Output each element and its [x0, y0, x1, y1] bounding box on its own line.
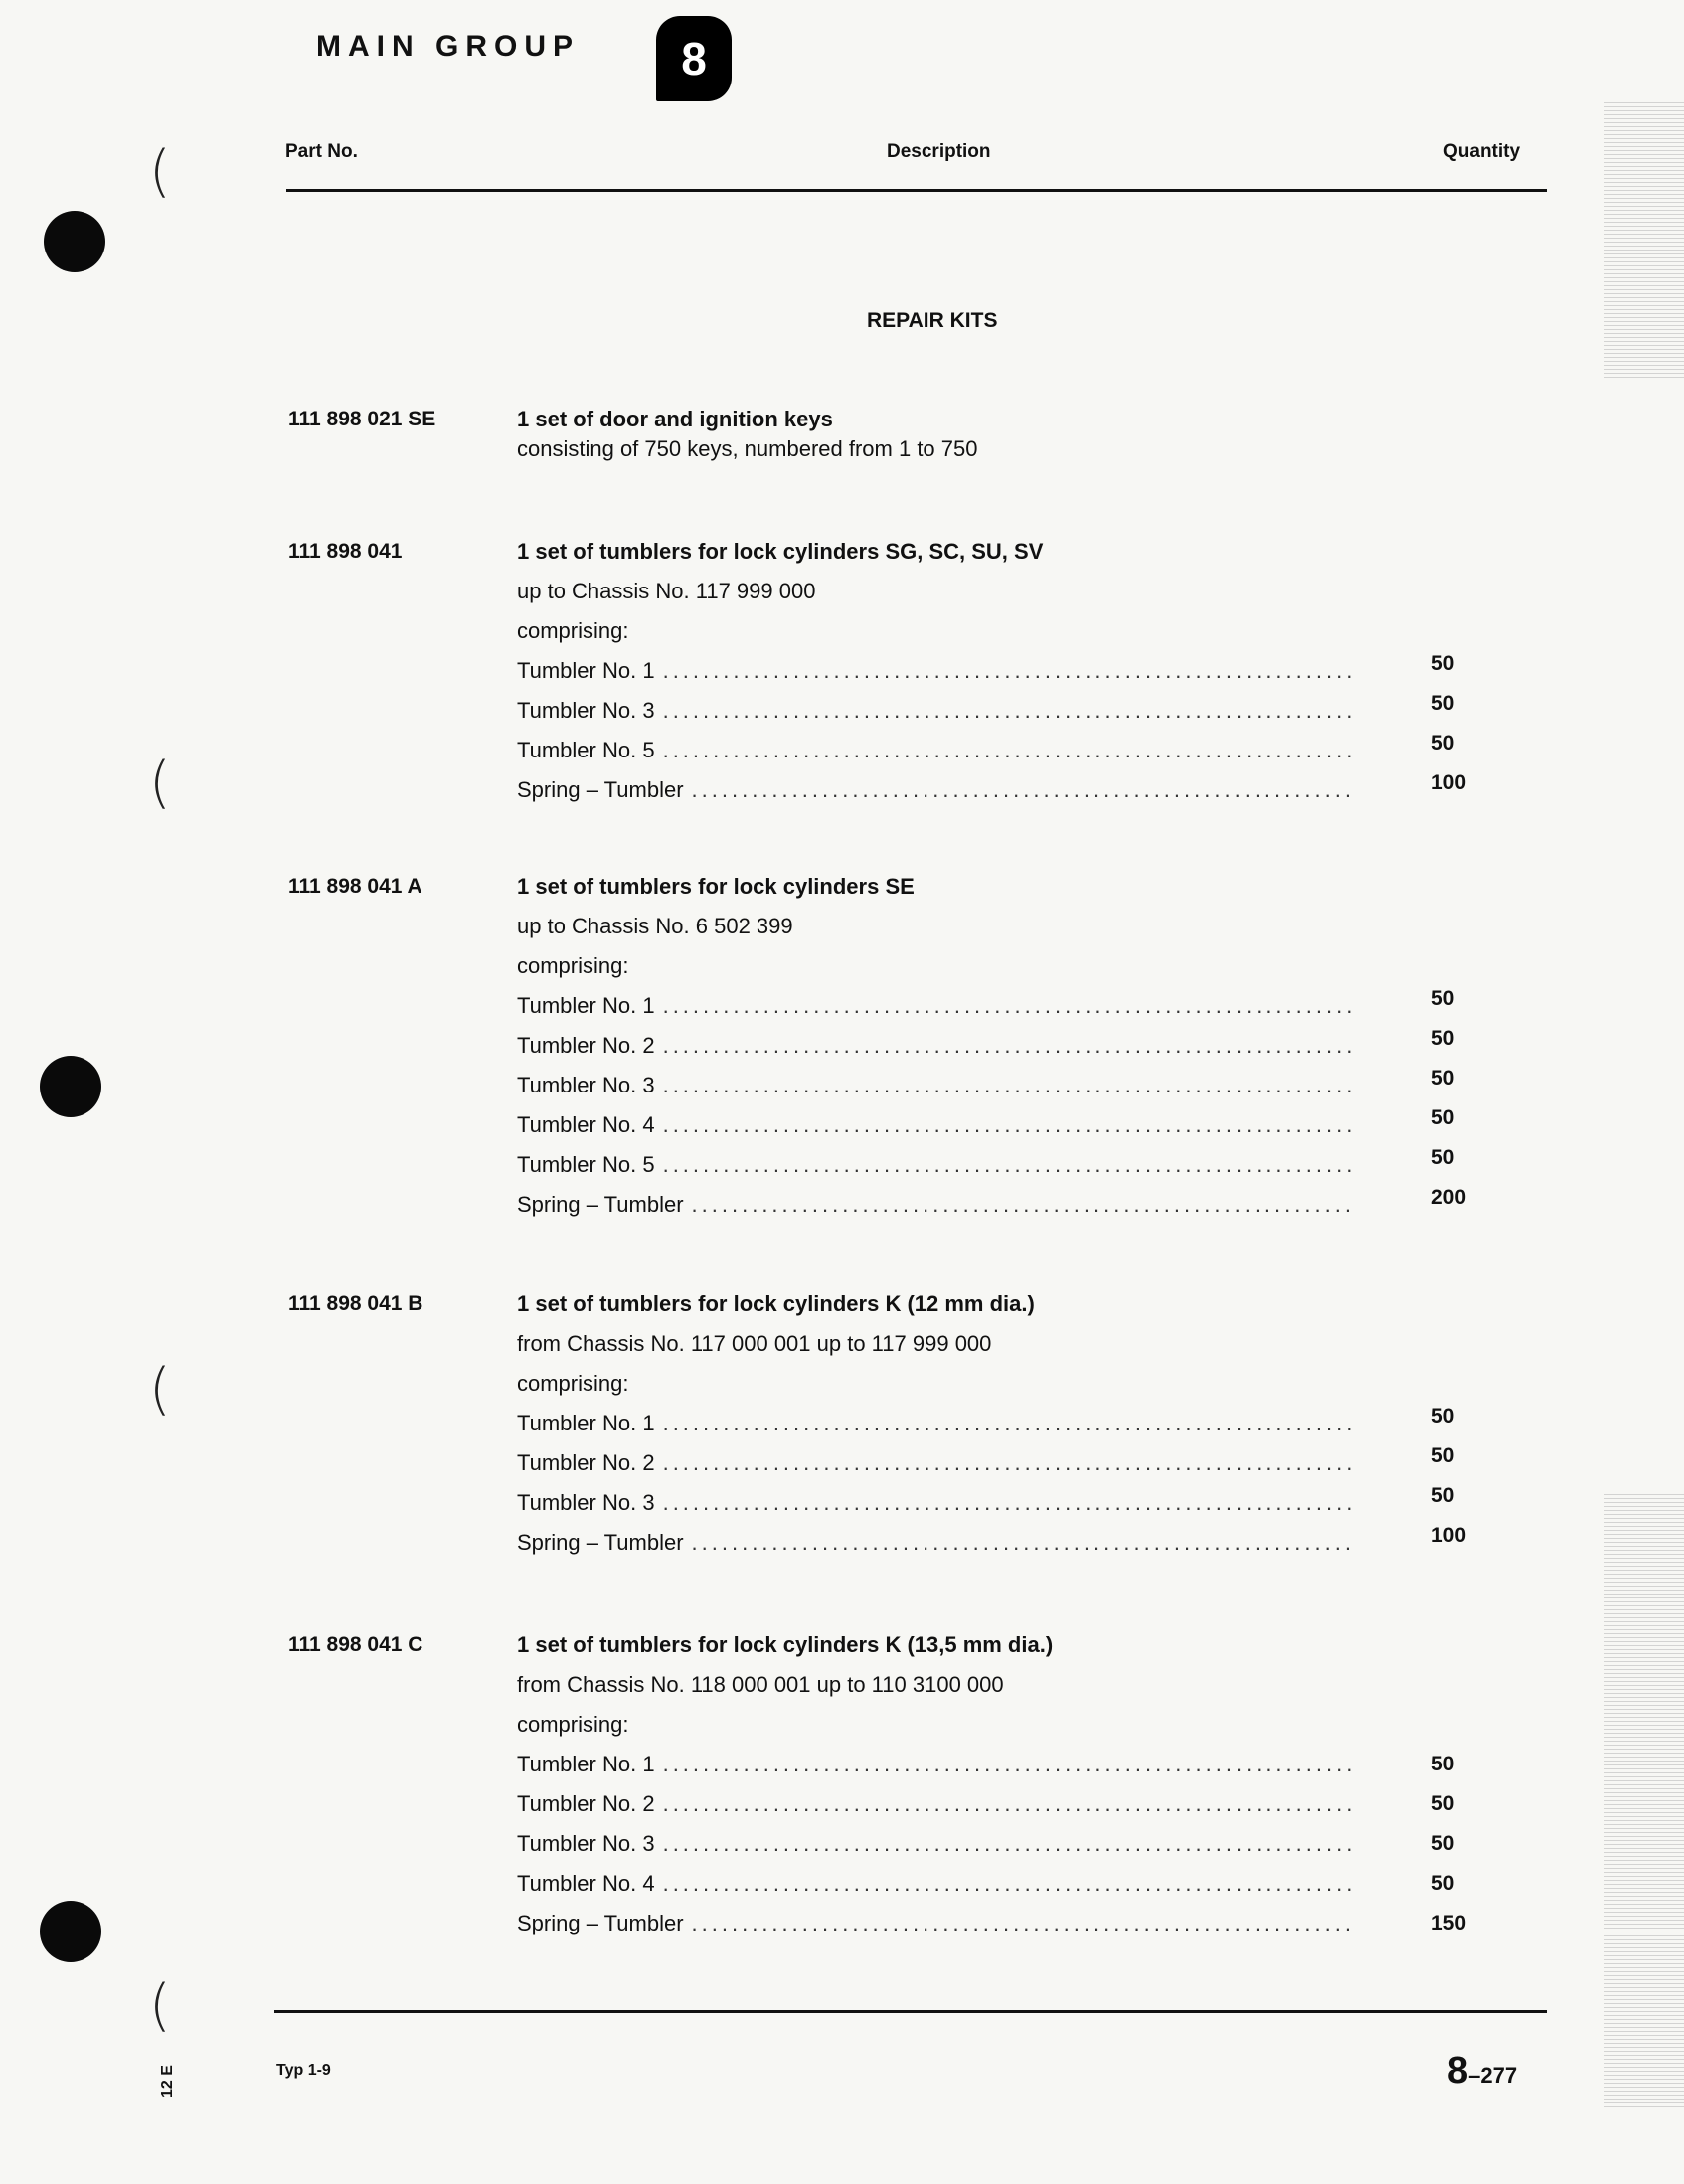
item-quantity: 50 — [1431, 1792, 1455, 1815]
item-quantity: 50 — [1431, 652, 1455, 675]
kit-item — [517, 1145, 1352, 1185]
header-rule — [286, 189, 1547, 192]
item-label: Tumbler No. 2 — [517, 1450, 655, 1475]
dot-leader — [663, 1443, 1352, 1483]
kit-item — [517, 1523, 1352, 1563]
item-label: Tumbler No. 4 — [517, 1112, 655, 1137]
part-number: 111 898 041 C — [288, 1633, 423, 1656]
kit-item — [517, 1404, 1352, 1443]
scan-noise — [1604, 1491, 1684, 2107]
item-label: Tumbler No. 5 — [517, 1152, 655, 1177]
kit-description — [517, 1625, 1352, 1943]
kit-subtitle: from Chassis No. 117 000 001 up to 117 999 000 — [517, 1331, 992, 1356]
binder-hole — [40, 1901, 101, 1962]
kit-item — [517, 1745, 1352, 1784]
kit-item — [517, 1026, 1352, 1066]
kit-comprising: comprising: — [517, 953, 629, 978]
item-quantity: 50 — [1431, 1832, 1455, 1855]
kit-comprising: comprising: — [517, 618, 629, 643]
item-label: Tumbler No. 3 — [517, 1831, 655, 1856]
kit-item — [517, 691, 1352, 731]
item-label: Spring – Tumbler — [517, 1530, 684, 1555]
dot-leader — [663, 986, 1352, 1026]
item-quantity: 100 — [1431, 1524, 1467, 1547]
dot-leader — [663, 1066, 1352, 1105]
item-label: Spring – Tumbler — [517, 1192, 684, 1217]
item-label: Tumbler No. 1 — [517, 658, 655, 683]
dot-leader — [663, 1745, 1352, 1784]
page-number-main: 8 — [1447, 2050, 1469, 2092]
column-header-description: Description — [887, 141, 991, 162]
kit-item — [517, 1443, 1352, 1483]
item-label: Tumbler No. 1 — [517, 1411, 655, 1435]
dot-leader — [663, 691, 1352, 731]
kit-item — [517, 731, 1352, 770]
dot-leader — [692, 1523, 1352, 1563]
kit-item — [517, 1066, 1352, 1105]
item-quantity: 50 — [1431, 1027, 1455, 1050]
kit-title: 1 set of tumblers for lock cylinders K (12 mm dia.) — [517, 1291, 1035, 1316]
kit-title: 1 set of door and ignition keys — [517, 407, 833, 431]
kit-item — [517, 1185, 1352, 1225]
kit-item — [517, 1864, 1352, 1904]
item-quantity: 50 — [1431, 692, 1455, 715]
kit-subtitle: up to Chassis No. 117 999 000 — [517, 579, 816, 603]
section-title: REPAIR KITS — [867, 309, 998, 332]
kit-item — [517, 770, 1352, 810]
kit-item — [517, 1483, 1352, 1523]
part-number: 111 898 021 SE — [288, 408, 436, 430]
part-number: 111 898 041 — [288, 540, 403, 563]
dot-leader — [663, 1483, 1352, 1523]
item-quantity: 50 — [1431, 1405, 1455, 1428]
item-label: Spring – Tumbler — [517, 1911, 684, 1935]
kit-item — [517, 1105, 1352, 1145]
kit-comprising: comprising: — [517, 1371, 629, 1396]
dot-leader — [692, 770, 1352, 810]
dot-leader — [663, 1784, 1352, 1824]
item-label: Tumbler No. 1 — [517, 1752, 655, 1776]
page-number-sub: –277 — [1468, 2063, 1518, 2088]
kit-item — [517, 651, 1352, 691]
footer-rule — [274, 2010, 1547, 2013]
kit-item — [517, 1784, 1352, 1824]
dot-leader — [663, 1105, 1352, 1145]
dot-leader — [663, 1145, 1352, 1185]
item-quantity: 50 — [1431, 1484, 1455, 1507]
item-label: Tumbler No. 3 — [517, 1073, 655, 1097]
item-quantity: 50 — [1431, 1753, 1455, 1775]
dot-leader — [663, 1864, 1352, 1904]
kit-title: 1 set of tumblers for lock cylinders SE — [517, 874, 915, 899]
item-label: Tumbler No. 3 — [517, 1490, 655, 1515]
dot-leader — [663, 731, 1352, 770]
column-header-part-no: Part No. — [285, 141, 358, 162]
dot-leader — [663, 1824, 1352, 1864]
item-label: Tumbler No. 3 — [517, 698, 655, 723]
item-quantity: 50 — [1431, 1444, 1455, 1467]
kit-description — [517, 1284, 1352, 1563]
column-header-quantity: Quantity — [1443, 141, 1521, 162]
kit-title: 1 set of tumblers for lock cylinders SG, SC, SU, SV — [517, 539, 1044, 564]
item-label: Spring – Tumbler — [517, 777, 684, 802]
margin-bracket-mark: ( — [149, 139, 171, 204]
item-quantity: 150 — [1431, 1912, 1467, 1934]
group-number-badge: 8 — [656, 16, 732, 101]
item-quantity: 50 — [1431, 1106, 1455, 1129]
type-code: Typ 1-9 — [276, 2062, 331, 2079]
item-label: Tumbler No. 5 — [517, 738, 655, 762]
page-number — [1447, 2050, 1517, 2093]
dot-leader — [663, 1404, 1352, 1443]
kit-subtitle: from Chassis No. 118 000 001 up to 110 3100 000 — [517, 1672, 1004, 1697]
item-quantity: 50 — [1431, 1146, 1455, 1169]
item-quantity: 100 — [1431, 771, 1467, 794]
kit-description — [517, 532, 1352, 810]
margin-bracket-mark: ( — [149, 1357, 171, 1422]
margin-bracket-mark: ( — [149, 751, 171, 815]
dot-leader — [692, 1904, 1352, 1943]
item-quantity: 50 — [1431, 1872, 1455, 1895]
item-label: Tumbler No. 2 — [517, 1033, 655, 1058]
dot-leader — [663, 651, 1352, 691]
item-quantity: 50 — [1431, 987, 1455, 1010]
kit-title: 1 set of tumblers for lock cylinders K (13,5 mm dia.) — [517, 1632, 1054, 1657]
side-code: 12 E — [159, 2065, 176, 2098]
binder-hole — [44, 211, 105, 272]
item-quantity: 50 — [1431, 1067, 1455, 1090]
kit-item — [517, 1904, 1352, 1943]
dot-leader — [663, 1026, 1352, 1066]
kit-subtitle: consisting of 750 keys, numbered from 1 to 750 — [517, 436, 978, 461]
kit-comprising: comprising: — [517, 1712, 629, 1737]
item-label: Tumbler No. 2 — [517, 1791, 655, 1816]
kit-description — [517, 400, 1352, 469]
part-number: 111 898 041 A — [288, 875, 422, 898]
scan-noise — [1604, 99, 1684, 378]
part-number: 111 898 041 B — [288, 1292, 423, 1315]
item-quantity: 200 — [1431, 1186, 1467, 1209]
margin-bracket-mark: ( — [149, 1973, 171, 2038]
binder-hole — [40, 1056, 101, 1117]
main-group-title: MAIN GROUP — [316, 30, 580, 63]
kit-description — [517, 867, 1352, 1225]
kit-item — [517, 986, 1352, 1026]
item-quantity: 50 — [1431, 732, 1455, 755]
item-label: Tumbler No. 4 — [517, 1871, 655, 1896]
kit-subtitle: up to Chassis No. 6 502 399 — [517, 914, 793, 938]
dot-leader — [692, 1185, 1352, 1225]
item-label: Tumbler No. 1 — [517, 993, 655, 1018]
kit-item — [517, 1824, 1352, 1864]
